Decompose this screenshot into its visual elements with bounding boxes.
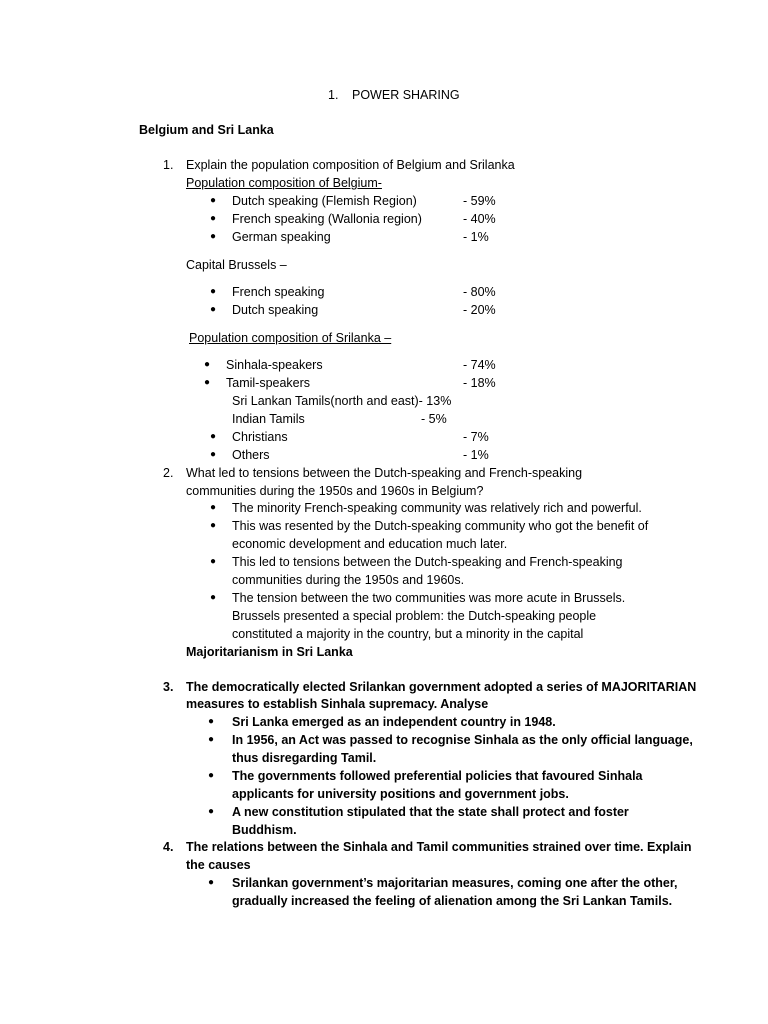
srilanka-item-value: - 74% <box>463 358 496 372</box>
q3-answer: In 1956, an Act was passed to recognise Sinhala as the only official language, <box>232 733 693 747</box>
q1-question: Explain the population composition of Belgium and Srilanka <box>186 158 515 172</box>
bullet-icon: ● <box>210 556 217 567</box>
srilanka-item-value: - 18% <box>463 376 496 390</box>
belgium-item-value: - 40% <box>463 212 496 226</box>
q3-answer: thus disregarding Tamil. <box>232 751 377 765</box>
capital-item-value: - 20% <box>463 303 496 317</box>
q2-question: communities during the 1950s and 1960s in Belgium? <box>186 484 484 498</box>
bullet-icon: ● <box>208 877 215 888</box>
bullet-icon: ● <box>210 231 217 242</box>
q4-number: 4. <box>163 840 174 854</box>
bullet-icon: ● <box>210 592 217 603</box>
belgium-item-label: German speaking <box>232 230 331 244</box>
bullet-icon: ● <box>208 716 215 727</box>
q3-answer: applicants for university positions and government jobs. <box>232 787 569 801</box>
tamil-subitem-label: Indian Tamils <box>232 412 305 426</box>
bullet-icon: ● <box>210 502 217 513</box>
capital-item-value: - 80% <box>463 285 496 299</box>
bullet-icon: ● <box>210 449 217 460</box>
tamil-subitem-value: - 5% <box>421 412 447 426</box>
bullet-icon: ● <box>210 286 217 297</box>
q2-number: 2. <box>163 466 174 480</box>
srilanka-item-label: Sinhala-speakers <box>226 358 323 372</box>
belgium-item-value: - 1% <box>463 230 489 244</box>
q4-answer: gradually increased the feeling of alienation among the Sri Lankan Tamils. <box>232 894 673 908</box>
bullet-icon: ● <box>210 520 217 531</box>
q3-answer: A new constitution stipulated that the state shall protect and foster <box>232 805 629 819</box>
srilanka-item-value: - 1% <box>463 448 489 462</box>
q2-answer: constituted a majority in the country, but a minority in the capital <box>232 627 584 641</box>
q3-question: The democratically elected Srilankan government adopted a series of MAJORITARIAN <box>186 680 697 694</box>
belgium-item-value: - 59% <box>463 194 496 208</box>
q3-answer: Buddhism. <box>232 823 297 837</box>
q3-answer: The governments followed preferential policies that favoured Sinhala <box>232 769 643 783</box>
bullet-icon: ● <box>208 734 215 745</box>
title-number: 1. <box>328 88 339 102</box>
section-heading-majoritarianism: Majoritarianism in Sri Lanka <box>186 645 353 659</box>
bullet-icon: ● <box>210 195 217 206</box>
section-heading-belgium-srilanka: Belgium and Sri Lanka <box>139 123 274 137</box>
bullet-icon: ● <box>208 770 215 781</box>
capital-heading: Capital Brussels – <box>186 258 287 272</box>
belgium-item-label: French speaking (Wallonia region) <box>232 212 422 226</box>
bullet-icon: ● <box>204 377 211 388</box>
belgium-heading: Population composition of Belgium- <box>186 176 382 190</box>
srilanka-item-label: Others <box>232 448 270 462</box>
capital-item-label: Dutch speaking <box>232 303 319 317</box>
bullet-icon: ● <box>210 213 217 224</box>
belgium-item-label: Dutch speaking (Flemish Region) <box>232 194 417 208</box>
q2-answer: The minority French-speaking community was relatively rich and powerful. <box>232 501 642 515</box>
q1-number: 1. <box>163 158 174 172</box>
bullet-icon: ● <box>208 806 215 817</box>
q2-answer: This was resented by the Dutch-speaking community who got the benefit of <box>232 519 649 533</box>
srilanka-item-label: Tamil-speakers <box>226 376 311 390</box>
page-title: POWER SHARING <box>352 88 460 102</box>
srilanka-heading: Population composition of Srilanka – <box>189 331 392 345</box>
srilanka-item-label: Christians <box>232 430 288 444</box>
srilanka-item-value: - 7% <box>463 430 489 444</box>
tamil-subitem: Sri Lankan Tamils(north and east)- 13% <box>232 394 452 408</box>
q3-question: measures to establish Sinhala supremacy. Analyse <box>186 697 489 711</box>
bullet-icon: ● <box>204 359 211 370</box>
q2-answer: communities during the 1950s and 1960s. <box>232 573 465 587</box>
q2-answer: economic development and education much later. <box>232 537 508 551</box>
capital-item-label: French speaking <box>232 285 325 299</box>
q3-number: 3. <box>163 680 174 694</box>
q2-question: What led to tensions between the Dutch-speaking and French-speaking <box>186 466 583 480</box>
q4-answer: Srilankan government’s majoritarian measures, coming one after the other, <box>232 876 678 890</box>
bullet-icon: ● <box>210 304 217 315</box>
q2-answer: Brussels presented a special problem: the Dutch-speaking people <box>232 609 597 623</box>
q3-answer: Sri Lanka emerged as an independent country in 1948. <box>232 715 556 729</box>
q2-answer: The tension between the two communities was more acute in Brussels. <box>232 591 626 605</box>
bullet-icon: ● <box>210 431 217 442</box>
q4-question: the causes <box>186 858 251 872</box>
q4-question: The relations between the Sinhala and Tamil communities strained over time. Explain <box>186 840 692 854</box>
q2-answer: This led to tensions between the Dutch-speaking and French-speaking <box>232 555 623 569</box>
